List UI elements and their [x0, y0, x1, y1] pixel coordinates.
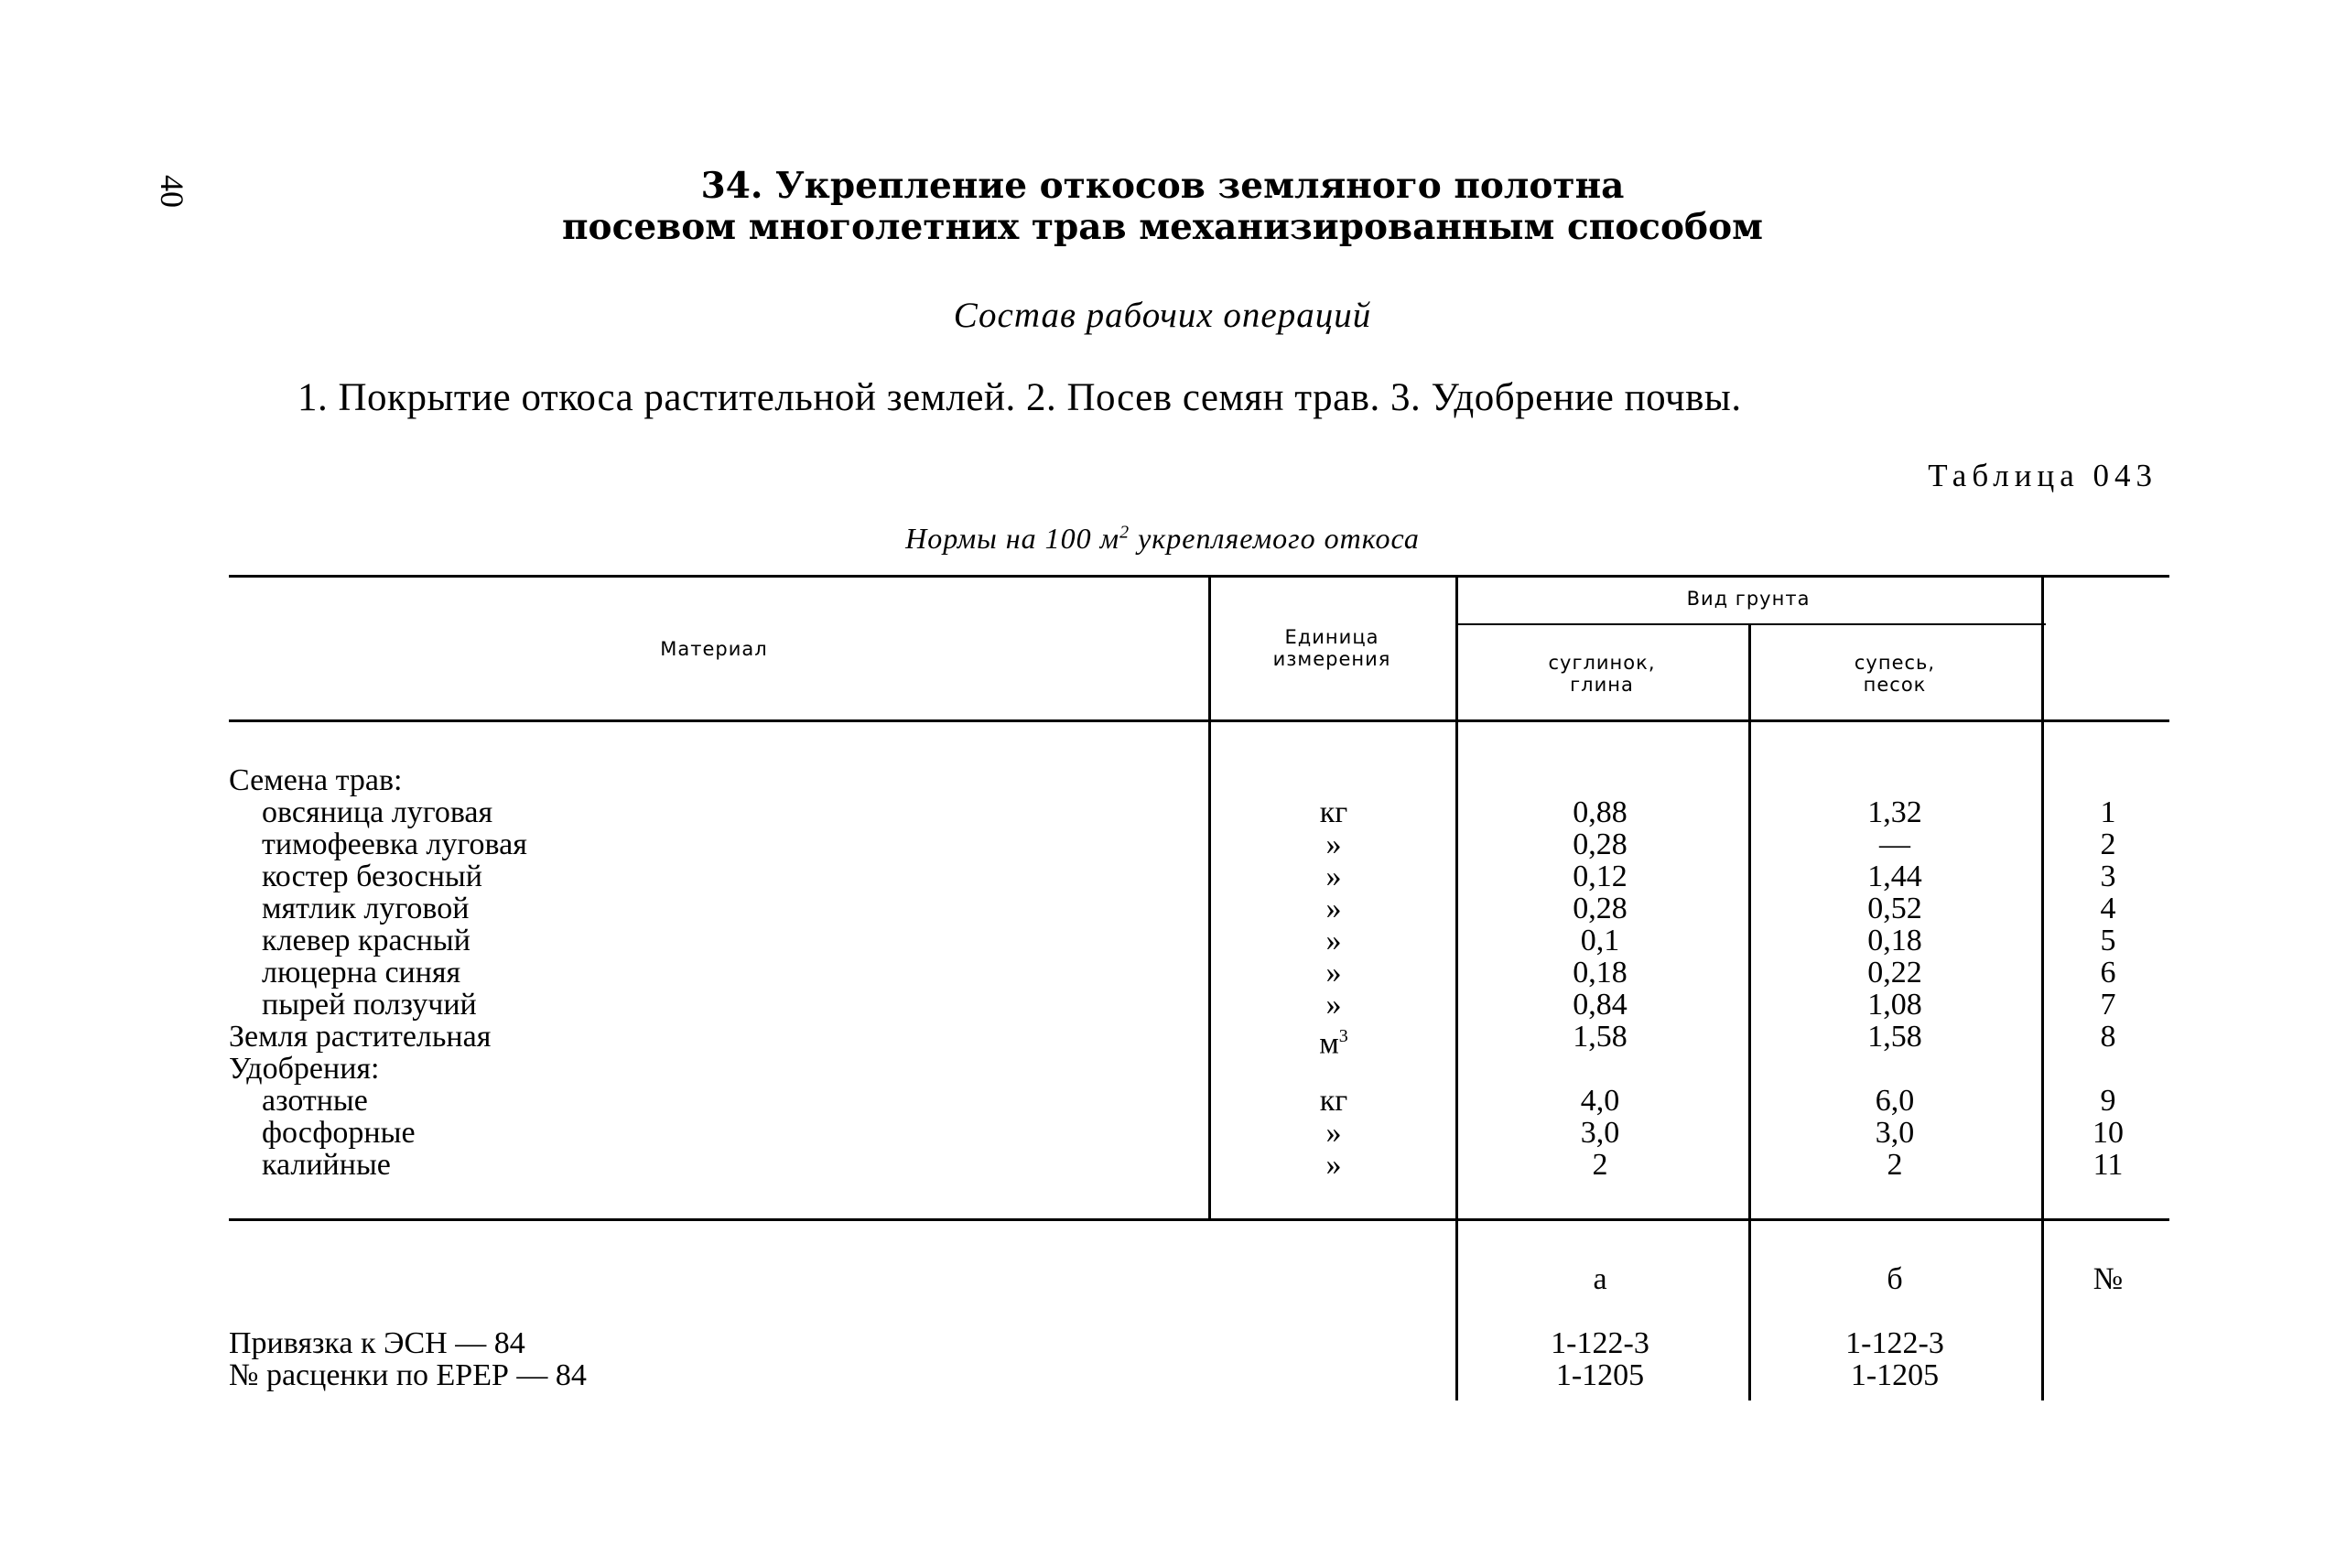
- erer-value-b: 1-1205: [1850, 1358, 1940, 1392]
- caption-rest: укрепляемого откоса: [1130, 522, 1420, 555]
- body-bottom-rule: [229, 1218, 2169, 1221]
- row-unit-text: »: [1325, 1148, 1342, 1182]
- row-value-loam-clay: 0,84: [1573, 988, 1628, 1022]
- row-unit-text: »: [1325, 1116, 1342, 1150]
- row-unit: [1292, 957, 1375, 989]
- row-material: клевер красный: [262, 924, 470, 957]
- row-value-sandy-loam: 0,22: [1867, 956, 1922, 989]
- row-unit: [1292, 1117, 1375, 1149]
- row-unit-text: »: [1325, 924, 1342, 957]
- row-unit: [1292, 1085, 1375, 1117]
- header-bottom-rule: [229, 719, 2169, 722]
- header-unit: Единица измерения: [1272, 626, 1391, 670]
- row-unit-text: кг: [1319, 795, 1348, 829]
- row-unit: [1292, 796, 1375, 828]
- row-unit: [1292, 892, 1375, 925]
- row-material: костер безосный: [262, 860, 482, 893]
- row-value-sandy-loam: —: [1879, 827, 1910, 861]
- row-value-loam-clay: 0,88: [1573, 795, 1628, 829]
- caption-superscript: 2: [1119, 522, 1130, 543]
- row-value-loam-clay: 1,58: [1573, 1020, 1628, 1054]
- row-unit-superscript: 3: [1338, 1026, 1348, 1046]
- row-material: мятлик луговой: [262, 892, 470, 925]
- row-unit-text: кг: [1319, 1084, 1348, 1118]
- row-number: 1: [2100, 795, 2116, 829]
- row-unit: [1292, 925, 1375, 957]
- row-number: 4: [2100, 892, 2116, 925]
- erer-label: № расценки по ЕРЕР — 84: [229, 1358, 587, 1392]
- row-unit-text: м: [1319, 1026, 1339, 1061]
- column-divider-unit: [1208, 575, 1211, 1221]
- esn-value-a: 1-122-3: [1551, 1326, 1649, 1360]
- table-label: Таблица 043: [1928, 458, 2157, 493]
- row-value-loam-clay: 2: [1592, 1148, 1608, 1182]
- column-divider-number: [2041, 575, 2044, 1400]
- erer-value-a: 1-1205: [1555, 1358, 1645, 1392]
- row-value-sandy-loam: 1,08: [1867, 988, 1922, 1022]
- footer-col-b: б: [1887, 1262, 1903, 1296]
- row-material: люцерна синяя: [262, 956, 461, 989]
- operations-heading: Состав рабочих операций: [953, 296, 1372, 335]
- row-unit: [1292, 1021, 1375, 1061]
- operations-list: 1. Покрытие откоса растительной землей. 2. Посев семян трав. 3. Удобрение почвы.: [297, 376, 1742, 419]
- header-soil-sandy-loam: супесь, песок: [1854, 652, 1936, 696]
- esn-label: Привязка к ЭСН — 84: [229, 1326, 525, 1360]
- row-value-sandy-loam: 2: [1887, 1148, 1903, 1182]
- row-number: 7: [2100, 988, 2116, 1022]
- row-material: овсяница луговая: [262, 795, 493, 829]
- section-title-line-2: посевом многолетних трав механизированным способом: [562, 206, 1763, 248]
- row-number: 3: [2100, 860, 2116, 893]
- row-material: Земля растительная: [229, 1020, 492, 1054]
- row-value-loam-clay: 0,18: [1573, 956, 1628, 989]
- row-unit-text: »: [1325, 827, 1342, 861]
- row-material: Семена трав:: [229, 763, 403, 797]
- row-material: фосфорные: [262, 1116, 416, 1150]
- row-unit-text: »: [1325, 860, 1342, 893]
- row-unit: [1292, 1149, 1375, 1181]
- row-value-loam-clay: 0,1: [1580, 924, 1620, 957]
- row-unit: [1292, 860, 1375, 892]
- row-value-sandy-loam: 3,0: [1875, 1116, 1915, 1150]
- row-value-loam-clay: 0,28: [1573, 892, 1628, 925]
- row-value-sandy-loam: 0,18: [1867, 924, 1922, 957]
- row-unit: [1292, 828, 1375, 860]
- row-number: 2: [2100, 827, 2116, 861]
- column-divider-soil1: [1455, 575, 1458, 1400]
- footer-col-number: №: [2092, 1262, 2124, 1296]
- row-material: калийные: [262, 1148, 391, 1182]
- section-title-line-1: 34. Укрепление откосов земляного полотна: [700, 165, 1625, 207]
- header-material: Материал: [660, 638, 768, 660]
- row-number: 5: [2100, 924, 2116, 957]
- table-caption: [0, 522, 2325, 556]
- row-unit-text: »: [1325, 956, 1342, 989]
- table-top-rule: [229, 575, 2169, 578]
- row-number: 10: [2092, 1116, 2124, 1150]
- row-value-loam-clay: 4,0: [1580, 1084, 1620, 1118]
- row-value-sandy-loam: 0,52: [1867, 892, 1922, 925]
- row-material: пырей ползучий: [262, 988, 477, 1022]
- row-number: 6: [2100, 956, 2116, 989]
- row-value-loam-clay: 3,0: [1580, 1116, 1620, 1150]
- row-unit-text: »: [1325, 988, 1342, 1022]
- row-unit: [1292, 989, 1375, 1021]
- row-number: 9: [2100, 1084, 2116, 1118]
- page-number: 40: [154, 175, 190, 208]
- footer-col-a: а: [1593, 1262, 1607, 1296]
- row-value-sandy-loam: 1,44: [1867, 860, 1922, 893]
- row-value-loam-clay: 0,12: [1573, 860, 1628, 893]
- row-material: Удобрения:: [229, 1052, 380, 1086]
- row-value-sandy-loam: 6,0: [1875, 1084, 1915, 1118]
- row-number: 8: [2100, 1020, 2116, 1054]
- row-material: азотные: [262, 1084, 368, 1118]
- row-value-loam-clay: 0,28: [1573, 827, 1628, 861]
- esn-value-b: 1-122-3: [1845, 1326, 1944, 1360]
- row-value-sandy-loam: 1,32: [1867, 795, 1922, 829]
- row-unit-text: »: [1325, 892, 1342, 925]
- column-divider-soil2: [1748, 624, 1751, 1400]
- header-soil-loam-clay: суглинок, глина: [1548, 652, 1656, 696]
- row-number: 11: [2092, 1148, 2124, 1182]
- header-soil-type: Вид грунта: [1686, 588, 1811, 610]
- caption-text: Нормы на 100 м: [905, 522, 1120, 555]
- row-material: тимофеевка луговая: [262, 827, 527, 861]
- soil-header-rule: [1457, 623, 2046, 625]
- row-value-sandy-loam: 1,58: [1867, 1020, 1922, 1054]
